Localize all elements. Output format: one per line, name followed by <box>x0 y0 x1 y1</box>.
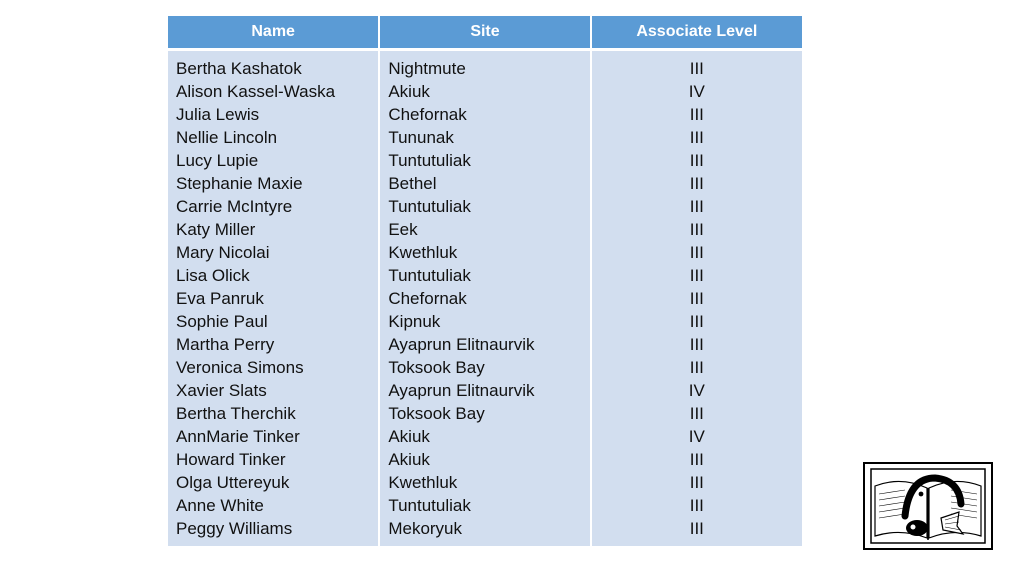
associate-name: Lisa Olick <box>176 266 250 285</box>
header-site: Site <box>379 16 590 50</box>
associate-level: III <box>689 450 704 469</box>
associate-name: Julia Lewis <box>176 105 260 124</box>
associate-site: Nightmute <box>388 59 466 78</box>
associate-level: III <box>689 312 704 331</box>
associate-name: Sophie Paul <box>176 312 268 331</box>
associate-site: Akiuk <box>388 427 430 446</box>
table-body-row <box>168 50 802 547</box>
associates-table <box>168 16 802 546</box>
associate-level: III <box>689 128 704 147</box>
associate-site: Tuntutuliak <box>388 151 471 170</box>
associate-level: III <box>689 358 704 377</box>
associate-level: III <box>689 151 704 170</box>
associate-name: Bertha Therchik <box>176 404 296 423</box>
associate-site: Mekoryuk <box>388 519 463 538</box>
associate-level: III <box>689 496 704 515</box>
associate-site: Kwethluk <box>388 473 458 492</box>
associate-name: Katy Miller <box>176 220 256 239</box>
associate-level: IV <box>688 381 705 400</box>
associate-name: Anne White <box>176 496 264 515</box>
associate-site: Ayaprun Elitnaurvik <box>388 335 535 354</box>
associate-site: Tununak <box>388 128 454 147</box>
associate-site: Tuntutuliak <box>388 266 471 285</box>
associate-site: Eek <box>388 220 418 239</box>
associate-name: Lucy Lupie <box>176 151 259 170</box>
associate-level: IV <box>688 427 705 446</box>
level-list <box>592 57 802 540</box>
associate-name: Nellie Lincoln <box>176 128 278 147</box>
associate-level: III <box>689 266 704 285</box>
associate-name: Xavier Slats <box>176 381 267 400</box>
associate-level: III <box>689 197 704 216</box>
header-associate-level: Associate Level <box>591 16 802 50</box>
name-list <box>176 57 378 540</box>
associate-level: III <box>689 174 704 193</box>
associate-level: IV <box>688 82 705 101</box>
associate-name: Stephanie Maxie <box>176 174 303 193</box>
site-list <box>388 57 589 540</box>
associate-site: Chefornak <box>388 289 467 308</box>
associate-level: III <box>689 335 704 354</box>
associate-site: Ayaprun Elitnaurvik <box>388 381 535 400</box>
associate-name: Peggy Williams <box>176 519 293 538</box>
associate-name: Olga Uttereyuk <box>176 473 290 492</box>
associate-site: Akiuk <box>388 82 430 101</box>
associate-site: Tuntutuliak <box>388 197 471 216</box>
associate-level: III <box>689 243 704 262</box>
associate-level: III <box>689 220 704 239</box>
associate-name: AnnMarie Tinker <box>176 427 300 446</box>
associate-site: Kipnuk <box>388 312 441 331</box>
name-column <box>168 50 379 547</box>
associate-name: Bertha Kashatok <box>176 59 302 78</box>
associate-site: Toksook Bay <box>388 358 485 377</box>
associate-site: Bethel <box>388 174 437 193</box>
associate-level: III <box>689 473 704 492</box>
associate-name: Carrie McIntyre <box>176 197 293 216</box>
associate-level: III <box>689 59 704 78</box>
associate-name: Mary Nicolai <box>176 243 270 262</box>
associate-name: Veronica Simons <box>176 358 304 377</box>
level-column <box>591 50 802 547</box>
associate-level: III <box>689 404 704 423</box>
associate-site: Chefornak <box>388 105 467 124</box>
associate-site: Akiuk <box>388 450 430 469</box>
associate-name: Alison Kassel-Waska <box>176 82 336 101</box>
associate-site: Tuntutuliak <box>388 496 471 515</box>
associate-site: Toksook Bay <box>388 404 485 423</box>
associate-name: Eva Panruk <box>176 289 264 308</box>
header-name: Name <box>168 16 379 50</box>
fish-book-logo-icon <box>863 462 993 550</box>
associate-name: Martha Perry <box>176 335 275 354</box>
site-column <box>379 50 590 547</box>
associate-name: Howard Tinker <box>176 450 286 469</box>
associate-site: Kwethluk <box>388 243 458 262</box>
table-header-row <box>168 16 802 50</box>
associate-level: III <box>689 289 704 308</box>
associate-level: III <box>689 519 704 538</box>
associate-level: III <box>689 105 704 124</box>
